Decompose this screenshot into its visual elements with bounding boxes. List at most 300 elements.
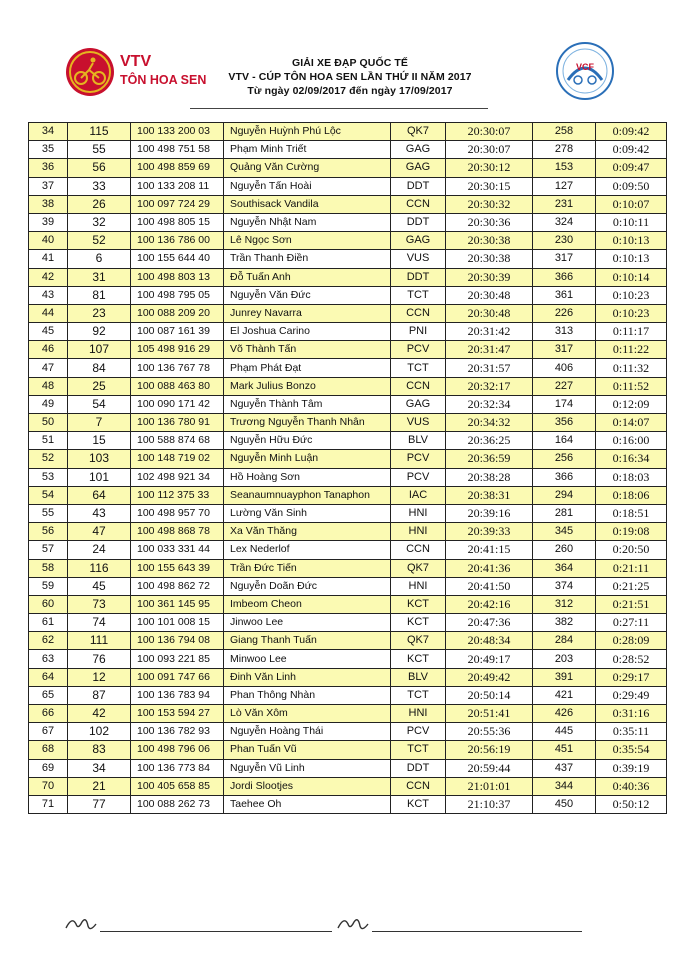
rank-cell: 45 [29,323,68,341]
time-gap-cell: 0:29:49 [596,686,667,704]
rank-cell: 60 [29,595,68,613]
points-cell: 231 [533,195,596,213]
time-gap-cell: 0:35:54 [596,741,667,759]
bib-cell: 12 [68,668,131,686]
bib-cell: 111 [68,632,131,650]
bib-cell: 83 [68,741,131,759]
team-cell: CCN [391,304,446,322]
time-gap-cell: 0:21:11 [596,559,667,577]
total-time-cell: 20:31:42 [446,323,533,341]
uci-id-cell: 100 091 747 66 [131,668,224,686]
table-row [29,213,667,231]
rider-name-cell: Taehee Oh [224,795,391,813]
rank-cell: 68 [29,741,68,759]
team-cell: DDT [391,268,446,286]
event-title: GIẢI XE ĐẠP QUỐC TẾ [291,57,409,69]
time-gap-cell: 0:10:13 [596,232,667,250]
rank-cell: 38 [29,195,68,213]
total-time-cell: 20:36:25 [446,432,533,450]
rider-name-cell: Quảng Văn Cường [224,159,391,177]
table-row [29,632,667,650]
rider-name-cell: Jinwoo Lee [224,614,391,632]
uci-id-cell: 100 498 803 13 [131,268,224,286]
total-time-cell: 20:59:44 [446,759,533,777]
points-cell: 391 [533,668,596,686]
uci-id-cell: 100 498 795 05 [131,286,224,304]
rider-name-cell: Đỗ Tuấn Anh [224,268,391,286]
rank-cell: 53 [29,468,68,486]
bib-cell: 47 [68,523,131,541]
table-row [29,268,667,286]
time-gap-cell: 0:20:50 [596,541,667,559]
time-gap-cell: 0:21:51 [596,595,667,613]
table-row [29,668,667,686]
uci-id-cell: 105 498 916 29 [131,341,224,359]
uci-id-cell: 100 155 644 40 [131,250,224,268]
uci-id-cell: 100 498 751 58 [131,141,224,159]
points-cell: 278 [533,141,596,159]
table-row [29,595,667,613]
rider-name-cell: Jordi Slootjes [224,777,391,795]
rider-name-cell: Nguyễn Văn Đức [224,286,391,304]
total-time-cell: 20:55:36 [446,723,533,741]
bib-cell: 25 [68,377,131,395]
points-cell: 281 [533,504,596,522]
vcf-logo [554,40,616,102]
rider-name-cell: Mark Julius Bonzo [224,377,391,395]
table-row [29,377,667,395]
table-row [29,523,667,541]
table-row [29,341,667,359]
uci-id-cell: 100 498 859 69 [131,159,224,177]
rank-cell: 50 [29,414,68,432]
bib-cell: 42 [68,705,131,723]
total-time-cell: 20:38:31 [446,486,533,504]
total-time-cell: 20:48:34 [446,632,533,650]
bib-cell: 92 [68,323,131,341]
uci-id-cell: 100 090 171 42 [131,395,224,413]
rank-cell: 54 [29,486,68,504]
team-cell: HNI [391,577,446,595]
vcf-emblem-icon [554,40,616,102]
rider-name-cell: Phạm Minh Triết [224,141,391,159]
rank-cell: 48 [29,377,68,395]
rank-cell: 56 [29,523,68,541]
rank-cell: 51 [29,432,68,450]
table-row [29,304,667,322]
points-cell: 313 [533,323,596,341]
time-gap-cell: 0:10:11 [596,213,667,231]
team-cell: CCN [391,377,446,395]
rank-cell: 69 [29,759,68,777]
team-cell: PNI [391,323,446,341]
time-gap-cell: 0:39:19 [596,759,667,777]
table-row [29,723,667,741]
total-time-cell: 20:42:16 [446,595,533,613]
signature-line-right [372,931,582,932]
bib-cell: 56 [68,159,131,177]
team-cell: KCT [391,795,446,813]
bib-cell: 24 [68,541,131,559]
time-gap-cell: 0:18:06 [596,486,667,504]
bib-cell: 81 [68,286,131,304]
bib-cell: 15 [68,432,131,450]
results-table [28,122,667,814]
time-gap-cell: 0:09:42 [596,123,667,141]
total-time-cell: 20:30:36 [446,213,533,231]
rider-name-cell: Seanaumnuayphon Tanaphon [224,486,391,504]
rider-name-cell: Nguyễn Thành Tâm [224,395,391,413]
uci-id-cell: 100 155 643 39 [131,559,224,577]
team-cell: CCN [391,195,446,213]
rider-name-cell: Võ Thành Tấn [224,341,391,359]
table-row [29,395,667,413]
team-cell: IAC [391,486,446,504]
table-row [29,286,667,304]
uci-id-cell: 100 498 862 72 [131,577,224,595]
uci-id-cell: 100 033 331 44 [131,541,224,559]
team-cell: KCT [391,614,446,632]
uci-id-cell: 100 498 805 15 [131,213,224,231]
team-cell: CCN [391,541,446,559]
uci-id-cell: 100 361 145 95 [131,595,224,613]
table-row [29,650,667,668]
event-dates: Từ ngày 02/09/2017 đến ngày 17/09/2017 [247,85,453,97]
uci-id-cell: 100 588 874 68 [131,432,224,450]
table-row [29,359,667,377]
team-cell: BLV [391,668,446,686]
bib-cell: 33 [68,177,131,195]
bib-cell: 34 [68,759,131,777]
time-gap-cell: 0:28:52 [596,650,667,668]
points-cell: 421 [533,686,596,704]
uci-id-cell: 100 498 957 70 [131,504,224,522]
team-cell: QK7 [391,632,446,650]
total-time-cell: 20:56:19 [446,741,533,759]
team-cell: GAG [391,395,446,413]
rank-cell: 52 [29,450,68,468]
total-time-cell: 20:41:36 [446,559,533,577]
team-cell: TCT [391,741,446,759]
rider-name-cell: Trần Đức Tiến [224,559,391,577]
rider-name-cell: Đinh Văn Linh [224,668,391,686]
total-time-cell: 20:31:47 [446,341,533,359]
table-row [29,705,667,723]
points-cell: 450 [533,795,596,813]
table-row [29,414,667,432]
uci-id-cell: 100 136 783 94 [131,686,224,704]
rank-cell: 44 [29,304,68,322]
bib-cell: 54 [68,395,131,413]
rank-cell: 62 [29,632,68,650]
team-cell: GAG [391,141,446,159]
points-cell: 227 [533,377,596,395]
table-row [29,577,667,595]
total-time-cell: 21:10:37 [446,795,533,813]
rank-cell: 65 [29,686,68,704]
uci-id-cell: 100 136 786 00 [131,232,224,250]
team-cell: DDT [391,759,446,777]
time-gap-cell: 0:18:51 [596,504,667,522]
rank-cell: 43 [29,286,68,304]
points-cell: 445 [533,723,596,741]
brand-line2: TÔN HOA SEN [120,73,207,87]
team-cell: VUS [391,250,446,268]
team-cell: DDT [391,213,446,231]
points-cell: 364 [533,559,596,577]
rider-name-cell: Minwoo Lee [224,650,391,668]
rank-cell: 39 [29,213,68,231]
points-cell: 294 [533,486,596,504]
uci-id-cell: 100 133 208 11 [131,177,224,195]
results-body [29,123,667,814]
time-gap-cell: 0:10:13 [596,250,667,268]
rank-cell: 47 [29,359,68,377]
table-row [29,777,667,795]
bib-cell: 52 [68,232,131,250]
points-cell: 382 [533,614,596,632]
rider-name-cell: Nguyễn Minh Luận [224,450,391,468]
uci-id-cell: 100 136 780 91 [131,414,224,432]
rank-cell: 63 [29,650,68,668]
bib-cell: 74 [68,614,131,632]
points-cell: 317 [533,341,596,359]
rider-name-cell: Lex Nederlof [224,541,391,559]
table-row [29,432,667,450]
uci-id-cell: 100 136 794 08 [131,632,224,650]
header-titles [190,56,510,98]
total-time-cell: 20:30:48 [446,304,533,322]
rank-cell: 46 [29,341,68,359]
total-time-cell: 20:34:32 [446,414,533,432]
team-cell: GAG [391,232,446,250]
rider-name-cell: Trương Nguyễn Thanh Nhân [224,414,391,432]
rider-name-cell: Giang Thanh Tuấn [224,632,391,650]
team-cell: HNI [391,523,446,541]
bib-cell: 103 [68,450,131,468]
table-row [29,504,667,522]
points-cell: 361 [533,286,596,304]
total-time-cell: 20:32:17 [446,377,533,395]
time-gap-cell: 0:12:09 [596,395,667,413]
total-time-cell: 20:30:32 [446,195,533,213]
rider-name-cell: Phạm Phát Đạt [224,359,391,377]
time-gap-cell: 0:29:17 [596,668,667,686]
time-gap-cell: 0:10:07 [596,195,667,213]
total-time-cell: 20:49:17 [446,650,533,668]
bib-cell: 77 [68,795,131,813]
total-time-cell: 20:30:07 [446,123,533,141]
uci-id-cell: 100 097 724 29 [131,195,224,213]
time-gap-cell: 0:10:14 [596,268,667,286]
bib-cell: 87 [68,686,131,704]
points-cell: 406 [533,359,596,377]
bib-cell: 76 [68,650,131,668]
points-cell: 284 [533,632,596,650]
table-row [29,795,667,813]
total-time-cell: 20:30:38 [446,232,533,250]
rider-name-cell: Nguyễn Tấn Hoài [224,177,391,195]
time-gap-cell: 0:09:42 [596,141,667,159]
rank-cell: 61 [29,614,68,632]
points-cell: 366 [533,268,596,286]
points-cell: 317 [533,250,596,268]
points-cell: 312 [533,595,596,613]
rank-cell: 67 [29,723,68,741]
total-time-cell: 20:41:15 [446,541,533,559]
total-time-cell: 20:30:48 [446,286,533,304]
total-time-cell: 21:01:01 [446,777,533,795]
team-cell: TCT [391,359,446,377]
bib-cell: 73 [68,595,131,613]
time-gap-cell: 0:19:08 [596,523,667,541]
table-row [29,486,667,504]
points-cell: 258 [533,123,596,141]
rank-cell: 71 [29,795,68,813]
time-gap-cell: 0:10:23 [596,286,667,304]
bib-cell: 26 [68,195,131,213]
rank-cell: 70 [29,777,68,795]
rider-name-cell: Lò Văn Xôm [224,705,391,723]
time-gap-cell: 0:28:09 [596,632,667,650]
bib-cell: 43 [68,504,131,522]
rank-cell: 57 [29,541,68,559]
bib-cell: 45 [68,577,131,595]
bib-cell: 101 [68,468,131,486]
rank-cell: 36 [29,159,68,177]
time-gap-cell: 0:16:34 [596,450,667,468]
time-gap-cell: 0:10:23 [596,304,667,322]
time-gap-cell: 0:31:16 [596,705,667,723]
rider-name-cell: Hồ Hoàng Sơn [224,468,391,486]
time-gap-cell: 0:11:52 [596,377,667,395]
event-subtitle: VTV - CÚP TÔN HOA SEN LẦN THỨ II NĂM 2017 [228,71,472,83]
total-time-cell: 20:47:36 [446,614,533,632]
time-gap-cell: 0:18:03 [596,468,667,486]
rank-cell: 55 [29,504,68,522]
uci-id-cell: 100 136 773 84 [131,759,224,777]
total-time-cell: 20:30:38 [446,250,533,268]
rank-cell: 64 [29,668,68,686]
uci-id-cell: 100 087 161 39 [131,323,224,341]
total-time-cell: 20:30:15 [446,177,533,195]
rank-cell: 42 [29,268,68,286]
table-row [29,559,667,577]
uci-id-cell: 100 148 719 02 [131,450,224,468]
points-cell: 174 [533,395,596,413]
team-cell: GAG [391,159,446,177]
total-time-cell: 20:36:59 [446,450,533,468]
time-gap-cell: 0:21:25 [596,577,667,595]
table-row [29,541,667,559]
rider-name-cell: Nguyễn Huỳnh Phú Lộc [224,123,391,141]
total-time-cell: 20:41:50 [446,577,533,595]
uci-id-cell: 100 088 463 80 [131,377,224,395]
points-cell: 366 [533,468,596,486]
uci-id-cell: 100 498 796 06 [131,741,224,759]
points-cell: 344 [533,777,596,795]
rider-name-cell: Xa Văn Thăng [224,523,391,541]
points-cell: 426 [533,705,596,723]
total-time-cell: 20:32:34 [446,395,533,413]
points-cell: 451 [533,741,596,759]
rank-cell: 59 [29,577,68,595]
time-gap-cell: 0:09:47 [596,159,667,177]
table-row [29,759,667,777]
rider-name-cell: Southisack Vandila [224,195,391,213]
rank-cell: 35 [29,141,68,159]
total-time-cell: 20:51:41 [446,705,533,723]
points-cell: 345 [533,523,596,541]
uci-id-cell: 100 101 008 15 [131,614,224,632]
table-row [29,614,667,632]
team-cell: HNI [391,705,446,723]
time-gap-cell: 0:27:11 [596,614,667,632]
rank-cell: 41 [29,250,68,268]
bib-cell: 23 [68,304,131,322]
rider-name-cell: Lê Ngọc Sơn [224,232,391,250]
time-gap-cell: 0:11:22 [596,341,667,359]
bib-cell: 115 [68,123,131,141]
uci-id-cell: 100 136 767 78 [131,359,224,377]
rider-name-cell: Phan Tuấn Vũ [224,741,391,759]
points-cell: 260 [533,541,596,559]
team-cell: HNI [391,504,446,522]
signature-right-icon [334,912,374,936]
total-time-cell: 20:49:42 [446,668,533,686]
uci-id-cell: 100 093 221 85 [131,650,224,668]
uci-id-cell: 100 498 868 78 [131,523,224,541]
rider-name-cell: Junrey Navarra [224,304,391,322]
team-cell: KCT [391,595,446,613]
rank-cell: 37 [29,177,68,195]
team-cell: KCT [391,650,446,668]
team-cell: BLV [391,432,446,450]
points-cell: 127 [533,177,596,195]
table-row [29,177,667,195]
points-cell: 203 [533,650,596,668]
rider-name-cell: Nguyễn Hoàng Thái [224,723,391,741]
rider-name-cell: Nguyễn Doãn Đức [224,577,391,595]
time-gap-cell: 0:14:07 [596,414,667,432]
table-row [29,468,667,486]
bib-cell: 116 [68,559,131,577]
total-time-cell: 20:50:14 [446,686,533,704]
total-time-cell: 20:38:28 [446,468,533,486]
team-cell: PCV [391,341,446,359]
points-cell: 324 [533,213,596,231]
table-row [29,159,667,177]
table-row [29,141,667,159]
header-divider [190,108,488,109]
uci-id-cell: 100 405 658 85 [131,777,224,795]
bib-cell: 102 [68,723,131,741]
points-cell: 164 [533,432,596,450]
team-cell: DDT [391,177,446,195]
total-time-cell: 20:30:07 [446,141,533,159]
time-gap-cell: 0:50:12 [596,795,667,813]
total-time-cell: 20:39:33 [446,523,533,541]
points-cell: 153 [533,159,596,177]
uci-id-cell: 100 153 594 27 [131,705,224,723]
table-row [29,123,667,141]
points-cell: 374 [533,577,596,595]
total-time-cell: 20:39:16 [446,504,533,522]
table-row [29,450,667,468]
rank-cell: 58 [29,559,68,577]
time-gap-cell: 0:11:32 [596,359,667,377]
points-cell: 437 [533,759,596,777]
